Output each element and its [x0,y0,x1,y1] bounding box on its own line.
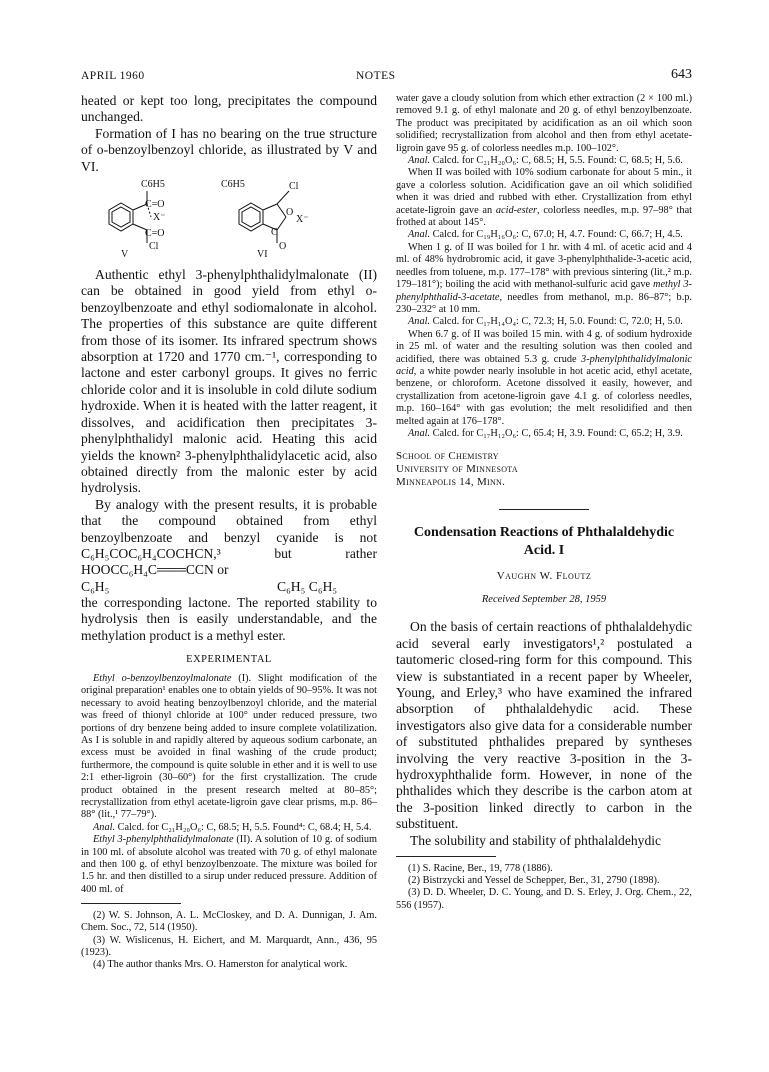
paragraph [396,242,692,316]
running-header-date: APRIL 1960 [81,70,145,82]
carbonyl-label: C=O [145,199,165,211]
formula-sub: C₆H₅ C₆H₅ [277,578,338,594]
footnote-rule [396,856,496,857]
article-title [396,524,692,560]
paragraph-text: Calcd. for C₁₉H₁₆O₆: C, 67.0; H, 4.7. Found: C, 66.7; H, 4.5. [430,229,683,241]
paragraph: The solubility and stability of phthalaldehydic [410,832,662,848]
paragraph [396,155,692,167]
affiliation-line: School of Chemistry [396,450,499,463]
anal-label: Anal. [93,821,116,833]
paragraph [396,428,692,440]
paragraph-text: , needles from methanol, m.p. 86–87°; b.p. 230–232° at 10 mm. [396,291,692,315]
oxygen-label: O [279,241,287,253]
substituent-label: C6H5 [141,179,165,191]
anion-label: X⁻ [153,212,166,224]
right-column [396,93,692,912]
structures-v-vi [81,177,377,261]
paragraph [81,822,377,834]
paragraph: water gave a cloudy solution from which ether extraction (2 × 100 ml.) removed 9.1 g. of ethyl malonate and 20 g. of ethyl benzoylbenzoate. The product was precipitated by acidification as an oil which soon solidified; recrystallization from alcohol and then from ethyl acetate-ligroin gave 95 g. of colorless needles m.p. 100–102°. [396,93,692,154]
paragraph-text: When 6.7 g. of II was boiled 15 min. with 4 g. of sodium hydroxide in 25 ml. of water and the resulting solution was then cooled and acidified, there was obtained 5.3 g. crude [396,328,692,365]
paragraph-text: (II). A solution of 10 g. of sodium in 100 ml. of absolute alcohol was treated with 70 g. of ethyl malonate and then 100 g. of ethyl benzoylbenzoate. The mixture was boiled for 1.5 hr. and then distilled to a sirup under reduced pressure. Addition of 400 ml. of [81,834,378,895]
compound-name: Ethyl 3-phenylphthalidylmalonate [93,834,234,846]
paragraph-text: When II was boiled with 10% sodium carbonate for about 5 min., it gave a colorless solution. Acidification gave an oil which solidified when it was dried and rubbed with ether. Crystallization from ethyl acetate-ligroin gave an [396,167,692,216]
carbonyl-label: C=O [145,228,165,240]
paragraph-text: , a white powder nearly insoluble in hot acetic acid, ethyl acetate, benzene, or chloroform. Acetone dissolved it easily, however, and crystallization from acetone-ligroin gave 4.1 g. of colorless needles, m.p. 160–164° with gas evolution; the melt resolidified and then melted again at 176–178°. [396,365,692,427]
anal-label: Anal. [408,427,431,439]
chlorine-label: Cl [149,241,159,253]
paragraph-text: Calcd. for C₂₁H₂₀O₆: C, 68.5; H, 5.5. Found: C, 68.5; H, 5.6. [430,155,683,167]
footnote: (4) The author thanks Mrs. O. Hamerston for analytical work. [93,959,348,971]
footnote: (2) Bistrzycki and Yessel de Schepper, Ber., 31, 2790 (1898). [408,875,660,887]
oxygen-label: O [286,207,294,219]
paragraph-text: (I). Slight modification of the original preparation¹ enables one to obtain yields of 90–95%. It was not necessary to avoid heating benzoylbenzoyl chloride, and the material was freed of thionyl chloride at 100° under reduced pressure, two portions of dry benzene being added to insure complete volatilization. As I is soluble in and rapidly altered by aqueous sodium carbonate, an excess must be avoided in final washing of the crude product; furthermore, the compound is quite soluble in ether and it is well to use 2:1 ether-ligroin (30–60°) for the first crystallization. The crude product obtained in the present research melted at 80–85°; recrystallization from ethyl acetate-ligroin gave clear prisms, m.p. 86–88° (lit.,¹ 77–79°). [81,672,377,821]
structure-label-v: V [121,249,129,261]
affiliation-line: University of Minnesota [396,463,518,476]
paragraph: Authentic ethyl 3-phenylphthalidylmalonate (II) can be obtained in good yield from ethyl o-benzoylbenzoate and ethyl sodiomalonate in alcohol. The properties of this substance are quite different from those of its isomer. Its infrared spectrum shows absorption at 1720 and 1770 cm.⁻¹, corresponding to lactone and ester carbonyl groups. It gives no ferric chloride color and it is insoluble in cold dilute sodium hydroxide. When it is heated with the latter reagent, it dissolves, and acidification then precipitates 3-phenylphthalidyl malonic acid. Heating this acid yields the known² 3-phenylphthalidylacetic acid, also obtained directly from the malonic ester by acid hydrolysis. [81,267,377,496]
author: Vaughn W. Floutz [496,570,592,583]
affiliation-line: Minneapolis 14, Minn. [396,476,506,489]
received-date: Received September 28, 1959 [481,594,607,606]
structure-label-vi: VI [257,249,268,261]
paragraph: heated or kept too long, precipitates the compound unchanged. [81,93,377,125]
paragraph-text: , colorless needles, m.p. 97–98° that frothed at about 145°. [396,204,693,229]
anal-label: Anal. [408,316,431,328]
section-rule [499,509,589,510]
paragraph [396,329,692,428]
article-title-line: Condensation Reactions of Phthalaldehydic [413,525,675,541]
paragraph-text: Calcd. for C₂₁H₂₀O₆: C, 68.5; H, 5.5. Found⁴: C, 68.4; H, 5.4. [115,821,372,833]
section-heading: EXPERIMENTAL [186,653,272,665]
article-title-line: Acid. I [523,543,565,559]
compound-name: methyl 3-phenylphthalid-3-acetate [396,279,692,303]
compound-name: acid-ester [495,204,538,216]
paragraph: the corresponding lactone. The reported stability to hydrolysis then is easily understandable, and the methylation product is a methyl ester. [81,594,377,643]
affiliation [396,450,692,489]
paragraph [81,673,377,822]
substituent-label: C6H5 [221,179,245,191]
compound-name: 3-phenylphthalidylmalonic acid [396,353,692,377]
anion-label: X⁻ [296,214,309,226]
paragraph: By analogy with the present results, it is probable that the compound obtained from ethyl benzoylbenzoate and benzyl cyanide is not C₆H₅COC₆H₄COCHCN,³ but rather HOOCC₆H₄C═══CCN or [81,496,377,578]
footnote: (2) W. S. Johnson, A. L. McCloskey, and D. A. Dunnigan, J. Am. Chem. Soc., 72, 514 (1950). [81,910,377,934]
footnote: (3) W. Wislicenus, H. Eichert, and M. Marquardt, Ann., 436, 95 (1923). [81,934,377,958]
paragraph-text: When 1 g. of II was boiled for 1 hr. with 4 ml. of acetic acid and 4 ml. of 48% hydrobromic acid, it gave 3-phenylphthalide-3-acetic acid, needles from toluene, m.p. 177–178° with previous sintering (lit.,² m.p. 179–181°); boiling the acid with methanol-sulfuric acid gave [396,241,692,291]
page-number: 643 [671,67,692,82]
paragraph-text: Calcd. for C₁₇H₁₄O₄: C, 72.3; H, 5.0. Found: C, 72.0; H, 5.0. [430,316,683,328]
footnote: (1) S. Racine, Ber., 19, 778 (1886). [408,863,553,875]
footnote: (3) D. D. Wheeler, D. C. Young, and D. S. Erley, J. Org. Chem., 22, 556 (1957). [396,887,692,911]
formula-sub: C₆H₅ [81,578,110,594]
paragraph: On the basis of certain reactions of phthalaldehydic acid several early investigators¹,² postulated a tautomeric closed-ring form for this compound. This view is substantiated in a recent paper by Wheeler, Young, and Erley,³ who have examined the infrared absorption of phthalaldehydic acid. These investigators also give data for a considerable number of substituted phthalides prepared by syntheses involving the very reactive 3-position in the 3-hydroxyphthalide form. However, in none of the phthalides which they describe is the carbon atom at the 3-position linked directly to carbon in the substituent. [396,619,692,832]
paragraph-text: Calcd. for C₁₇H₁₂O₆: C, 65.4; H, 3.9. Found: C, 65.2; H, 3.9. [430,427,683,439]
paragraph [396,167,692,229]
paragraph [396,316,692,328]
carbon-label: C [271,227,278,239]
chemical-structures-figure [81,177,377,261]
running-header-section: NOTES [356,70,396,82]
chlorine-label: Cl [289,181,299,193]
paragraph: Formation of I has no bearing on the true structure of o-benzoylbenzoyl chloride, as illustrated by V and VI. [81,125,377,174]
formula-substituents [81,579,377,595]
paragraph [396,229,692,241]
anal-label: Anal. [408,155,431,167]
anal-label: Anal. [408,229,431,241]
paragraph [81,834,377,896]
compound-name: Ethyl o-benzoylbenzoylmalonate [93,672,232,684]
left-column [81,93,377,971]
footnote-rule [81,903,181,904]
